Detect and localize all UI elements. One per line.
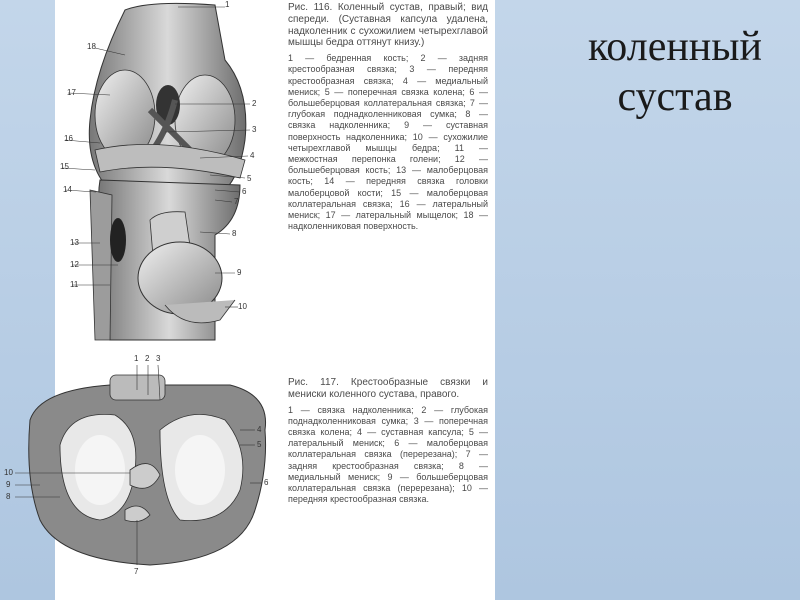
slide-title [560, 22, 790, 122]
label-6: 6 [242, 187, 247, 196]
label-3: 3 [252, 125, 257, 134]
interosseous-gap [110, 218, 126, 262]
label-9: 9 [237, 268, 242, 277]
label-117-2: 2 [145, 354, 150, 363]
label-117-1: 1 [134, 354, 139, 363]
label-7: 7 [234, 197, 239, 206]
label-2: 2 [252, 99, 257, 108]
label-1: 1 [225, 0, 230, 9]
slide-title-line-1: коленный [588, 24, 762, 70]
label-117-4: 4 [257, 425, 262, 434]
label-4: 4 [250, 151, 255, 160]
label-117-9: 9 [6, 480, 11, 489]
slide-title-line-2: сустав [617, 74, 733, 120]
figure-117-heading: Рис. 117. Крестообразные связки и мениски коленного сустава, правого. [288, 377, 488, 400]
label-18: 18 [87, 42, 96, 51]
label-5: 5 [247, 174, 252, 183]
figure-116-heading: Рис. 116. Коленный сустав, правый; вид спереди. (Суставная капсула удалена, надколенник с сухожилием четырехглавой мышцы бедра оттянут книзу.) [288, 2, 488, 49]
label-117-3: 3 [156, 354, 161, 363]
figure-116-caption [288, 2, 488, 232]
label-15: 15 [60, 162, 69, 171]
label-11: 11 [70, 280, 79, 289]
label-117-5: 5 [257, 440, 262, 449]
label-16: 16 [64, 134, 73, 143]
label-117-7: 7 [134, 567, 139, 576]
plateau-medial-center [175, 435, 225, 505]
label-13: 13 [70, 238, 79, 247]
patellar-ligament-stump [110, 375, 165, 400]
label-117-6: 6 [264, 478, 269, 487]
figure-117-legend: 1 — связка надколенника; 2 — глубокая поднадколенниковая сумка; 3 — поперечная связка колена; 4 — суставная капсула; 5 — латеральный мениск; 6 — малоберцовая коллатеральная связка (перерезана); 7 — задняя крестообразная связка; 8 — медиальный мениск; 9 — большеберцовая коллатеральная связка (перерезана); 10 — передняя крестообразная связка. [288, 404, 488, 505]
figure-117-caption [288, 377, 488, 505]
label-10: 10 [238, 302, 247, 311]
label-14: 14 [63, 185, 72, 194]
label-117-8: 8 [6, 492, 11, 501]
label-8: 8 [232, 229, 237, 238]
plateau-lateral-center [75, 435, 125, 505]
label-17: 17 [67, 88, 76, 97]
figure-116-legend: 1 — бедренная кость; 2 — задняя крестообразная связка; 3 — передняя крестообразная связка; 4 — медиальный мениск; 5 — поперечная связка колена; 6 — большеберцовая коллатеральная связка; 7 — глубокая поднадколенниковая сумка; 8 — связка надколенника; 9 — суставная поверхность надколенника; 10 — сухожилие четырехглавой мышцы бедра; 11 — межкостная перепонка голени; 12 — большеберцовая кость; 13 — малоберцовая кость; 14 — передняя связка головки малоберцовой кости; 15 — малоберцовая коллатеральная связка; 16 — латеральный мениск; 17 — латеральный мыщелок; 18 — надколенниковая поверхность. [288, 53, 488, 232]
label-12: 12 [70, 260, 79, 269]
label-117-10: 10 [4, 468, 13, 477]
